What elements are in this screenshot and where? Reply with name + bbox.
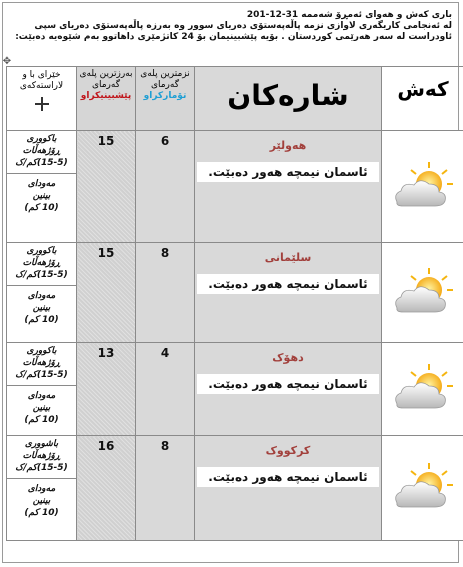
city-description: ئاسمان نیمچە هەور دەبێت. xyxy=(197,374,379,394)
header-wind-line-2: لاراستەکەی xyxy=(19,81,64,91)
visibility-label-1: مەودای xyxy=(27,391,56,401)
city-name: سلێمانی xyxy=(264,251,312,264)
header-min-line-2: گەرمای xyxy=(150,80,180,90)
wind-dir-1: باکووری xyxy=(26,134,57,144)
wind-speed: (15-5)کم/ک xyxy=(15,158,68,168)
visibility-value: (10 کم) xyxy=(24,203,59,213)
city-description: ئاسمان نیمچە هەور دەبێت. xyxy=(197,274,379,294)
visibility-label-1: مەودای xyxy=(27,291,56,301)
max-temp-cell: 13 xyxy=(77,343,136,436)
partly-cloudy-icon xyxy=(387,160,459,210)
header-max-line-3: پێشبینیکراو xyxy=(80,91,132,101)
header-max-line-2: گەرمای xyxy=(91,80,121,90)
move-handle-icon[interactable]: ✥ xyxy=(2,56,12,67)
wind-dir-2: ڕۆژهەڵات xyxy=(22,358,61,368)
wind-cell xyxy=(7,131,77,243)
partly-cloudy-icon xyxy=(387,461,459,511)
wind-dir-2: ڕۆژهەڵات xyxy=(22,146,61,156)
header-min-temp xyxy=(136,67,195,131)
intro-line-3: ئاودراست لە سەر هەرێمی کوردستان . بۆیە پێشبینیمان بۆ 24 کاتژمێری داهاتوو بەم شێوەیە دەبێت: xyxy=(15,32,452,42)
visibility-value: (10 کم) xyxy=(24,508,59,518)
header-max-temp xyxy=(77,67,136,131)
header-min-line-3: تۆمارکراو xyxy=(143,91,187,101)
max-temp-cell: 16 xyxy=(77,436,136,541)
intro-line-1: باری کەش و هەوای ئەمڕۆ شەممە 31-12-201 xyxy=(246,10,452,20)
header-row xyxy=(7,67,463,131)
wind-dir-2: ڕۆژهەڵات xyxy=(22,451,61,461)
plus-icon[interactable] xyxy=(34,96,50,112)
visibility-block xyxy=(7,285,76,326)
min-temp-cell: 6 xyxy=(136,131,195,243)
city-row xyxy=(7,343,463,436)
visibility-label-1: مەودای xyxy=(27,484,56,494)
city-description: ئاسمان نیمچە هەور دەبێت. xyxy=(197,162,379,182)
visibility-label-1: مەودای xyxy=(27,179,56,189)
visibility-label-2: بینین xyxy=(32,191,51,201)
city-description: ئاسمان نیمچە هەور دەبێت. xyxy=(197,467,379,487)
city-name: هەولێر xyxy=(269,139,307,152)
header-weather: کەش xyxy=(382,67,463,131)
visibility-label-2: بینین xyxy=(32,303,51,313)
city-name: کرکووک xyxy=(265,444,311,457)
wind-dir-1: باکووری xyxy=(26,346,57,356)
forecast-table xyxy=(6,66,463,541)
weather-cell xyxy=(382,343,463,436)
visibility-block xyxy=(7,385,76,426)
city-cell xyxy=(195,436,382,541)
wind-speed: (15-5)کم/ک xyxy=(15,463,68,473)
city-cell xyxy=(195,131,382,243)
wind-speed: (15-5)کم/ک xyxy=(15,370,68,380)
partly-cloudy-icon xyxy=(387,362,459,412)
header-min-line-1: نزمترین پلەی xyxy=(140,69,190,79)
header-cities: شارەکان xyxy=(195,67,382,131)
max-temp-cell: 15 xyxy=(77,243,136,343)
visibility-block xyxy=(7,173,76,214)
city-row xyxy=(7,243,463,343)
header-wind-line-1: خێرای با و xyxy=(22,70,61,80)
visibility-value: (10 کم) xyxy=(24,415,59,425)
visibility-label-2: بینین xyxy=(32,496,51,506)
visibility-label-2: بینین xyxy=(32,403,51,413)
visibility-value: (10 کم) xyxy=(24,315,59,325)
visibility-block xyxy=(7,478,76,519)
city-row xyxy=(7,436,463,541)
weather-cell xyxy=(382,436,463,541)
city-row xyxy=(7,131,463,243)
partly-cloudy-icon xyxy=(387,266,459,316)
weather-cell xyxy=(382,131,463,243)
wind-cell xyxy=(7,243,77,343)
min-temp-cell: 8 xyxy=(136,436,195,541)
weather-cell xyxy=(382,243,463,343)
min-temp-cell: 8 xyxy=(136,243,195,343)
wind-cell xyxy=(7,343,77,436)
city-name: دهۆک xyxy=(272,351,304,364)
wind-dir-1: باکووری xyxy=(26,246,57,256)
header-wind xyxy=(7,67,77,131)
wind-cell xyxy=(7,436,77,541)
city-cell xyxy=(195,343,382,436)
min-temp-cell: 4 xyxy=(136,343,195,436)
wind-dir-1: باشووری xyxy=(24,439,59,449)
wind-speed: (15-5)کم/ک xyxy=(15,270,68,280)
intro-line-2: لە ئەنجامی کاریگەری لاوازی نزمە پاڵەپەستۆی دەریای سوور وە بەرزە پاڵەپەستۆی دەریای سپی xyxy=(34,21,452,31)
max-temp-cell: 15 xyxy=(77,131,136,243)
intro-paragraph xyxy=(10,10,452,43)
wind-dir-2: ڕۆژهەڵات xyxy=(22,258,61,268)
header-max-line-1: بەرزترین پلەی xyxy=(79,69,133,79)
city-cell xyxy=(195,243,382,343)
